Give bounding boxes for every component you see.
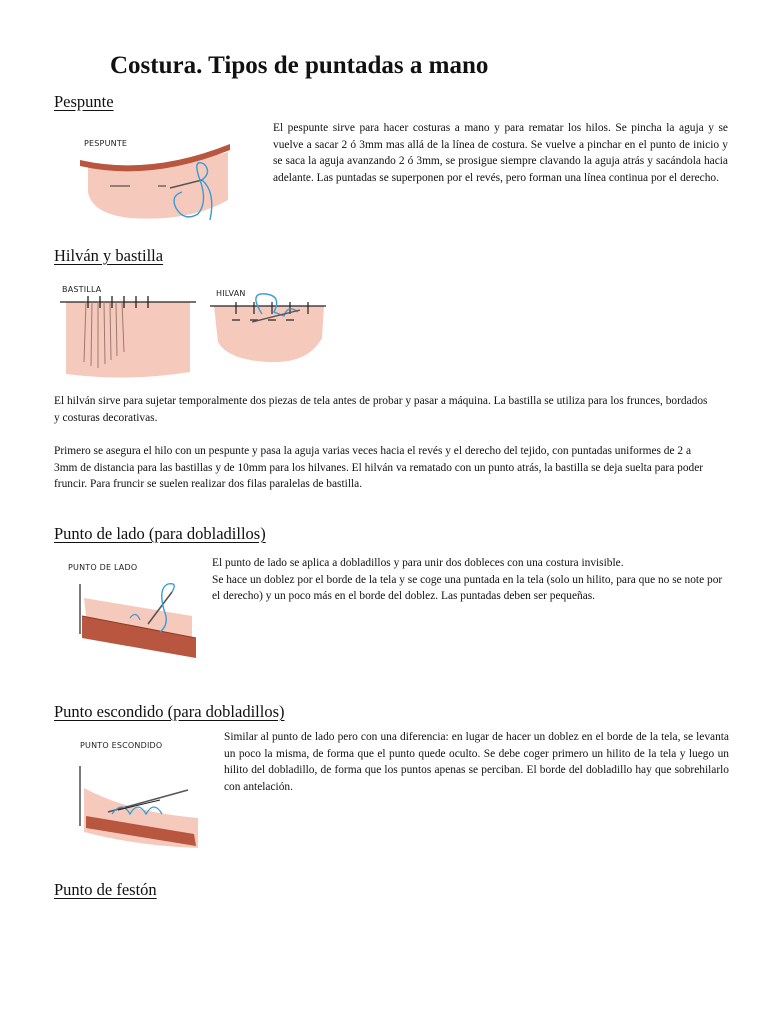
section-heading-punto-feston: Punto de festón	[54, 880, 157, 899]
punto-lado-illustration	[60, 554, 200, 666]
punto-lado-figure-label: PUNTO DE LADO	[68, 563, 138, 572]
section-heading-punto-lado: Punto de lado (para dobladillos)	[54, 524, 266, 543]
pespunte-figure-label: PESPUNTE	[84, 139, 128, 148]
punto-escondido-description: Similar al punto de lado pero con una diferencia: en lugar de hacer un doblez en el borde de la tela, se levanta un poco la misma, de forma que el punto quede oculto. Se debe coger primero un hilito de la tela y luego un hilito del dobladillo, de forma que los puntos apenas se perciban. El borde del dobladillo hay que sobrehilarlo con antelación.	[224, 731, 729, 793]
section-heading-punto-escondido: Punto escondido (para dobladillos)	[54, 702, 285, 721]
bastilla-figure-label: BASTILLA	[62, 285, 102, 294]
pespunte-illustration	[70, 122, 232, 230]
hilvan-illustration	[208, 282, 328, 368]
section-heading-pespunte: Pespunte	[54, 92, 114, 111]
punto-lado-description	[212, 555, 730, 605]
punto-lado-description-text: El punto de lado se aplica a dobladillos y para unir dos dobleces con una costura invisible. Se hace un doblez por el borde de la tela y se coge una puntada en la tela (solo un hilito, para que no se note por el derecho) y un poco más en el borde del doblez. Las puntadas deben ser pequeñas.	[212, 557, 723, 603]
hilvan-figure-label: HILVAN	[216, 289, 246, 298]
page-title: Costura. Tipos de puntadas a mano	[110, 52, 489, 79]
bastilla-illustration	[58, 282, 198, 382]
section-heading-hilvan-bastilla: Hilván y bastilla	[54, 246, 164, 265]
hilvan-description-2: Primero se asegura el hilo con un pespunte y pasa la aguja varias veces hacia el revés y el derecho del tejido, con puntadas uniformes de 2 a 3mm de distancia para las bastillas y de 10mm para los hilvanes. El hilván va rematado con un punto atrás, la bastilla se deja suelta para poder fruncir. Para fruncir se suelen realizar dos filas paralelas de bastilla.	[54, 445, 704, 491]
punto-escondido-figure-label: PUNTO ESCONDIDO	[80, 741, 163, 750]
punto-escondido-illustration	[68, 730, 208, 858]
hilvan-description-1: El hilván sirve para sujetar temporalmente dos piezas de tela antes de probar y pasar a máquina. La bastilla se utiliza para los frunces, bordados y costuras decorativas.	[54, 395, 708, 424]
pespunte-description: El pespunte sirve para hacer costuras a mano y para rematar los hilos. Se pincha la aguja y se vuelve a sacar 2 ó 3mm mas allá de la línea de costura. Se vuelve a pinchar en el punto de inicio y se saca la aguja avanzando 2 ó 3mm, se prosigue siempre clavando la aguja atrás y sacándola hacia adelante. Las puntadas se superponen por el revés, pero forman una línea continua por el derecho.	[273, 122, 728, 184]
